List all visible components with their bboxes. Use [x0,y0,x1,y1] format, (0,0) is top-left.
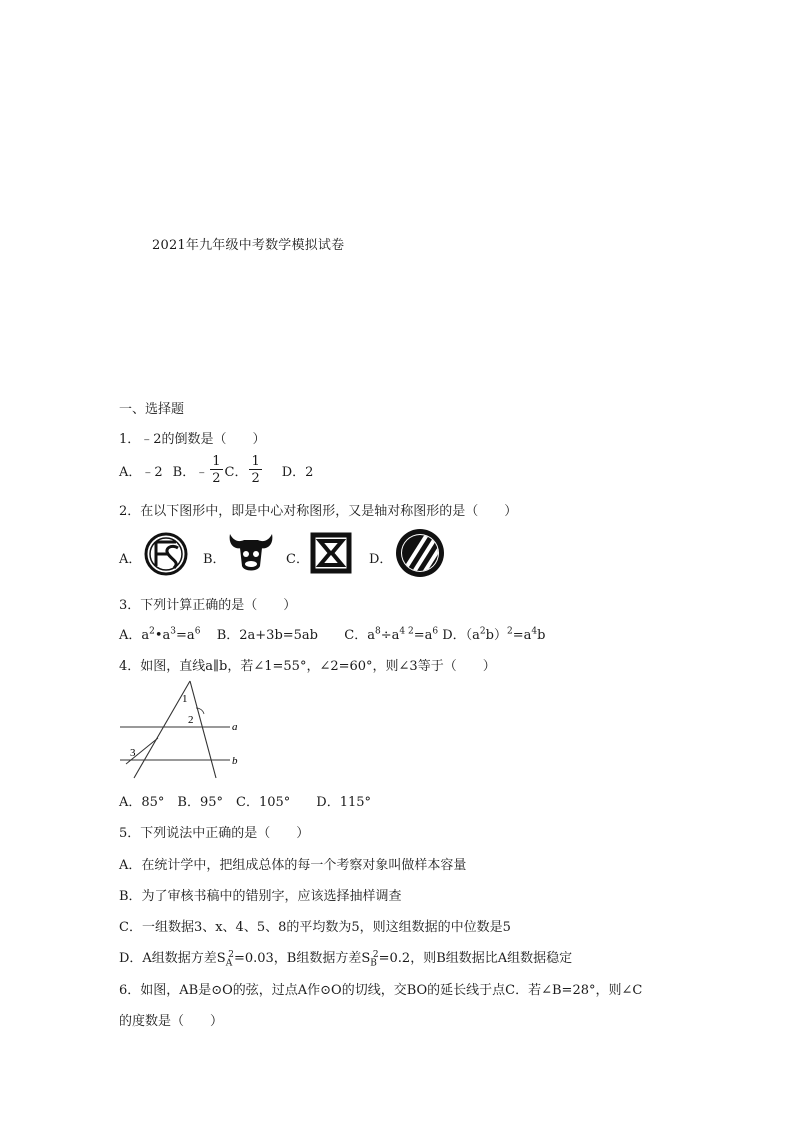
q1-option-c-fraction [249,455,261,485]
q3-a-eq: =a [176,628,195,643]
q4-parallel-lines-figure [118,678,244,782]
q3-d-exp1: 2 [479,626,486,637]
q3-a-mid: •a [154,628,171,643]
section-heading: 一、选择题 [119,402,185,417]
q3-a-exp1: 2 [149,626,155,637]
page-title: 2021年九年级中考数学模拟试卷 [152,238,345,253]
q2-figure-d-striped-circle-logo [394,527,446,579]
q4-angle-3-label: 3 [130,747,136,759]
q1-c-numerator: 1 [251,454,260,469]
q5-option-b: B．为了审核书稿中的错别字，应该选择抽样调查 [119,889,402,904]
q1-b-numerator: 1 [212,454,221,469]
q5-d-pre: D．A组数据方差S [119,951,226,966]
q2-figure-b-ox-head-logo [226,530,276,576]
question-4-options: A．85° B．95° C．105° D．115° [119,795,372,810]
question-6-stem-line2: 的度数是（ ） [119,1014,224,1029]
question-1-options [119,452,313,488]
q5-d-mid: =0.03，B组数据方差S [233,951,371,966]
q3-option-c [344,628,438,643]
q2-option-c-label: C． [286,552,309,567]
q1-option-b-prefix: B．﹣ [172,464,209,480]
q5-d-sup-a: 2 [228,949,234,960]
q4-line-b-label: b [232,755,238,767]
q2-option-b-label: B． [203,552,226,567]
q3-a-base: A．a [119,628,150,643]
q3-a-exp3: 6 [194,626,201,637]
q1-option-d: D．2 [281,464,314,480]
q3-c-exp3: 6 [432,626,439,637]
q2-figure-a-fs-logo [142,530,190,578]
q2-option-d-label: D． [369,552,393,567]
question-3-stem: 3．下列计算正确的是（ ） [119,598,297,613]
q3-option-a [119,628,200,643]
question-4-stem: 4．如图，直线a∥b，若∠1=55°，∠2=60°，则∠3等于（ ） [119,659,496,674]
q1-option-c-prefix: C． [224,464,248,480]
q5-d-sub-b: B [370,958,377,969]
q1-option-b-fraction [210,455,222,485]
q3-d-mid: b） [485,628,507,643]
q5-option-c: C．一组数据3、x、4、5、8的平均数为5，则这组数据的中位数是5 [119,920,511,935]
q5-option-d [119,947,572,969]
q2-figure-c-hourglass-logo [310,532,352,574]
q3-option-b: B．2a+3b=5ab [216,628,318,643]
q5-d-sub-a: A [225,958,233,969]
q3-c-mid: ÷a [380,628,400,643]
q3-a-exp2: 3 [170,626,177,637]
q1-c-denominator: 2 [251,471,260,486]
q3-c-exp1: 8 [374,626,381,637]
q4-angle-1-label: 1 [182,693,188,705]
question-2-stem: 2．在以下图形中，即是中心对称图形，又是轴对称图形的是（ ） [119,504,518,519]
q4-angle-2-label: 2 [188,714,194,726]
q3-d-base: D．（a [442,628,480,643]
q5-d-end: =0.2，则B组数据比A组数据稳定 [378,951,573,966]
q3-d-eq: =a [512,628,532,643]
question-6-stem-line1: 6．如图，AB是⊙O的弦，过点A作⊙O的切线，交BO的延长线于点C．若∠B=28°，则∠C [119,983,643,998]
q3-d-tail: b [537,628,546,643]
q3-c-exp2: 4 2 [399,626,414,637]
q3-d-exp3: 4 [531,626,538,637]
question-3-options [119,624,545,643]
q3-d-exp2: 2 [506,626,513,637]
question-1-stem: 1．﹣2的倒数是（ ） [119,432,266,447]
q1-option-a: A．﹣2 [119,464,163,480]
q5-d-sup-b: 2 [372,949,379,960]
q3-c-base: C．a [344,628,375,643]
q4-line-a-label: a [232,721,238,733]
q3-c-eq: =a [413,628,433,643]
question-5-stem: 5．下列说法中正确的是（ ） [119,826,310,841]
q1-b-denominator: 2 [212,471,221,486]
q2-option-a-label: A． [119,552,142,567]
q5-option-a: A．在统计学中，把组成总体的每一个考察对象叫做样本容量 [119,858,467,873]
q3-option-d [442,628,545,643]
